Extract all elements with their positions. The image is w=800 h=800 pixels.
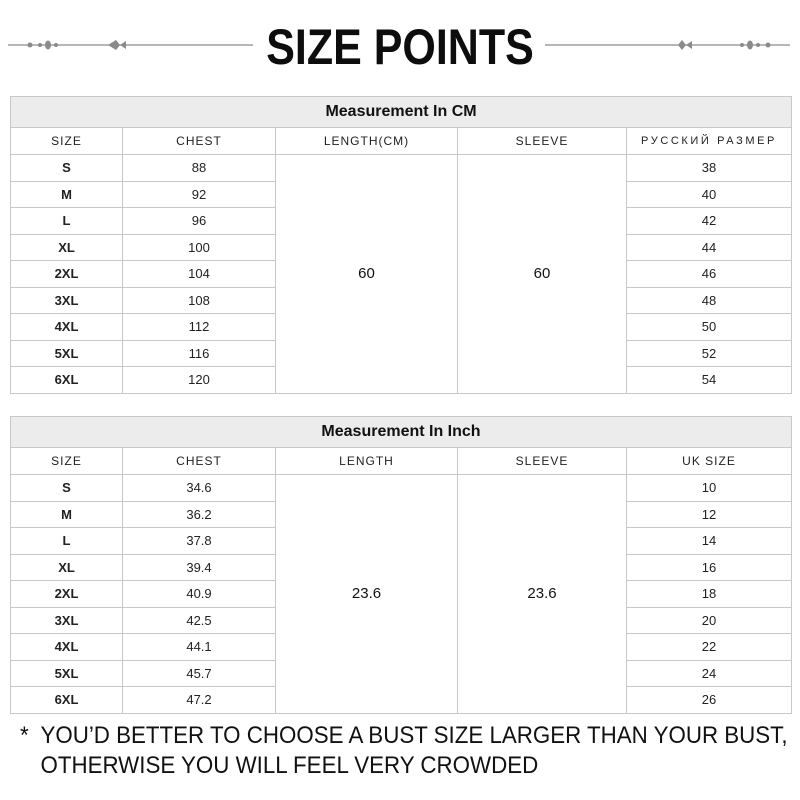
column-header-sleeve: SLEEVE xyxy=(458,448,627,475)
size-cell: 6XL xyxy=(11,687,123,714)
size-cell: 3XL xyxy=(11,607,123,634)
note-line-1: YOU’D BETTER TO CHOOSE A BUST SIZE LARGER THAN YOUR BUST, xyxy=(40,722,788,749)
russian-size-cell: 52 xyxy=(627,340,792,367)
column-header-russian-size: РУССКИЙ РАЗМЕР xyxy=(627,128,792,155)
size-cell: L xyxy=(11,208,123,235)
length-cell: 60 xyxy=(276,155,458,394)
chest-cell: 47.2 xyxy=(123,687,276,714)
russian-size-cell: 44 xyxy=(627,234,792,261)
chest-cell: 104 xyxy=(123,261,276,288)
uk-size-cell: 26 xyxy=(627,687,792,714)
chest-cell: 39.4 xyxy=(123,554,276,581)
chest-cell: 45.7 xyxy=(123,660,276,687)
chest-cell: 116 xyxy=(123,340,276,367)
uk-size-cell: 14 xyxy=(627,528,792,555)
column-header-chest: CHEST xyxy=(123,448,276,475)
column-header-length: LENGTH(CM) xyxy=(276,128,458,155)
chest-cell: 108 xyxy=(123,287,276,314)
chest-cell: 34.6 xyxy=(123,475,276,502)
chest-cell: 88 xyxy=(123,155,276,182)
column-header-sleeve: SLEEVE xyxy=(458,128,627,155)
russian-size-cell: 42 xyxy=(627,208,792,235)
chest-cell: 100 xyxy=(123,234,276,261)
size-cell: 5XL xyxy=(11,660,123,687)
russian-size-cell: 50 xyxy=(627,314,792,341)
size-cell: S xyxy=(11,475,123,502)
size-cell: 5XL xyxy=(11,340,123,367)
chest-cell: 120 xyxy=(123,367,276,394)
column-header-length: LENGTH xyxy=(276,448,458,475)
uk-size-cell: 12 xyxy=(627,501,792,528)
inch-size-table xyxy=(10,416,792,714)
size-cell: XL xyxy=(11,234,123,261)
size-cell: 3XL xyxy=(11,287,123,314)
russian-size-cell: 38 xyxy=(627,155,792,182)
uk-size-cell: 22 xyxy=(627,634,792,661)
size-cell: 2XL xyxy=(11,581,123,608)
russian-size-cell: 46 xyxy=(627,261,792,288)
column-header-uk-size: UK SIZE xyxy=(627,448,792,475)
size-cell: M xyxy=(11,181,123,208)
chest-cell: 44.1 xyxy=(123,634,276,661)
asterisk-marker: * xyxy=(20,722,29,749)
column-header-chest: CHEST xyxy=(123,128,276,155)
chest-cell: 36.2 xyxy=(123,501,276,528)
cm-size-table xyxy=(10,96,792,394)
table-caption: Measurement In CM xyxy=(11,97,792,128)
size-cell: XL xyxy=(11,554,123,581)
chest-cell: 96 xyxy=(123,208,276,235)
size-cell: 4XL xyxy=(11,314,123,341)
russian-size-cell: 40 xyxy=(627,181,792,208)
uk-size-cell: 10 xyxy=(627,475,792,502)
size-cell: S xyxy=(11,155,123,182)
chest-cell: 40.9 xyxy=(123,581,276,608)
size-cell: 2XL xyxy=(11,261,123,288)
right-ornament xyxy=(545,38,790,52)
uk-size-cell: 18 xyxy=(627,581,792,608)
uk-size-cell: 16 xyxy=(627,554,792,581)
size-cell: L xyxy=(11,528,123,555)
length-cell: 23.6 xyxy=(276,475,458,714)
page-title: SIZE POINTS xyxy=(266,19,534,75)
table-caption: Measurement In Inch xyxy=(11,417,792,448)
chest-cell: 112 xyxy=(123,314,276,341)
russian-size-cell: 48 xyxy=(627,287,792,314)
column-header-size: SIZE xyxy=(11,448,123,475)
table-row xyxy=(11,155,792,182)
uk-size-cell: 24 xyxy=(627,660,792,687)
russian-size-cell: 54 xyxy=(627,367,792,394)
size-cell: M xyxy=(11,501,123,528)
table-row xyxy=(11,475,792,502)
size-cell: 4XL xyxy=(11,634,123,661)
note-line-2: OTHERWISE YOU WILL FEEL VERY CROWDED xyxy=(40,752,539,779)
uk-size-cell: 20 xyxy=(627,607,792,634)
chest-cell: 92 xyxy=(123,181,276,208)
column-header-size: SIZE xyxy=(11,128,123,155)
chest-cell: 37.8 xyxy=(123,528,276,555)
chest-cell: 42.5 xyxy=(123,607,276,634)
sleeve-cell: 23.6 xyxy=(458,475,627,714)
sleeve-cell: 60 xyxy=(458,155,627,394)
size-cell: 6XL xyxy=(11,367,123,394)
